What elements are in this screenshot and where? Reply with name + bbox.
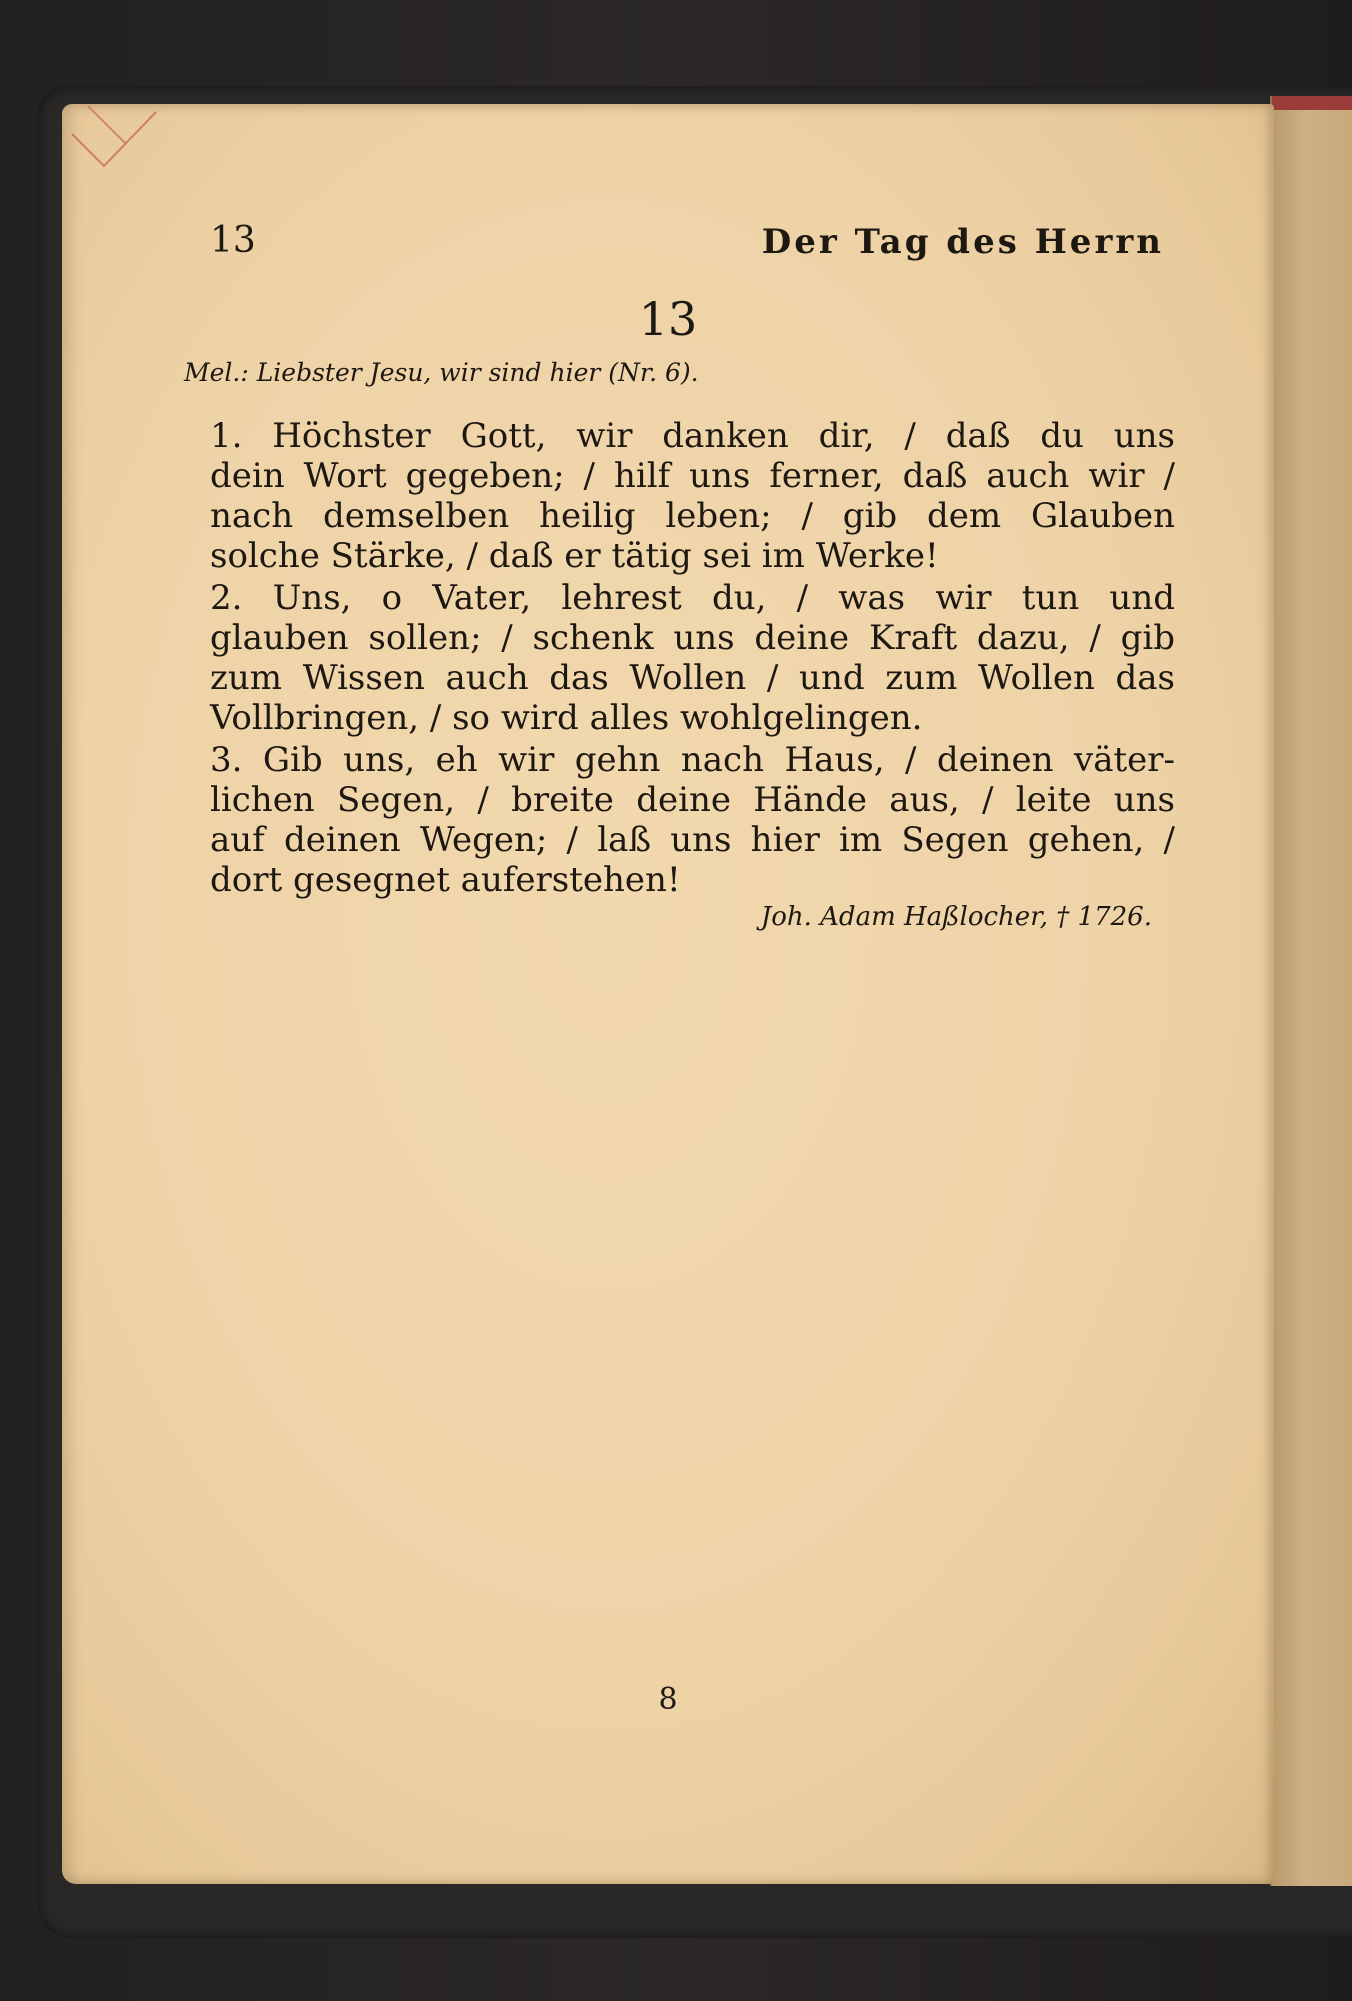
hymn-line: zum Wissen auch das Wollen / und zum Wollen das	[210, 658, 1175, 698]
hymn-line: auf deinen Wegen; / laß uns hier im Segen gehen, /	[210, 820, 1175, 860]
hymn-line: solche Stärke, / daß er tätig sei im Werke!	[210, 536, 939, 576]
hymn-number: 13	[638, 292, 698, 346]
hymn-author: Joh. Adam Haßlocher, † 1726.	[760, 902, 1152, 932]
hymn-line: glauben sollen; / schenk uns deine Kraft dazu, / gib	[210, 618, 1175, 658]
melody-reference: Mel.: Liebster Jesu, wir sind hier (Nr. 6).	[184, 358, 699, 387]
pencil-corner-mark	[68, 104, 158, 174]
hymn-line: dort gesegnet auferstehen!	[210, 860, 681, 900]
hymn-line: lichen Segen, / breite deine Hände aus, / leite uns	[210, 780, 1175, 820]
running-header-title: Der Tag des Herrn	[761, 222, 1164, 262]
hymn-line: 3. Gib uns, eh wir gehn nach Haus, / deinen väter-	[210, 740, 1175, 780]
running-header-number: 13	[210, 220, 256, 261]
hymn-line: nach demselben heilig leben; / gib dem Glauben	[210, 496, 1175, 536]
hymn-line: Vollbringen, / so wird alles wohlgelingen.	[210, 698, 923, 738]
hymn-line: 1. Höchster Gott, wir danken dir, / daß du uns	[210, 416, 1175, 456]
adjacent-page-edge	[1270, 96, 1352, 1886]
book-page	[62, 104, 1274, 1884]
hymn-line: dein Wort gegeben; / hilf uns ferner, daß auch wir /	[210, 456, 1175, 496]
hymn-line: 2. Uns, o Vater, lehrest du, / was wir tun und	[210, 578, 1175, 618]
page-number: 8	[658, 1682, 678, 1717]
